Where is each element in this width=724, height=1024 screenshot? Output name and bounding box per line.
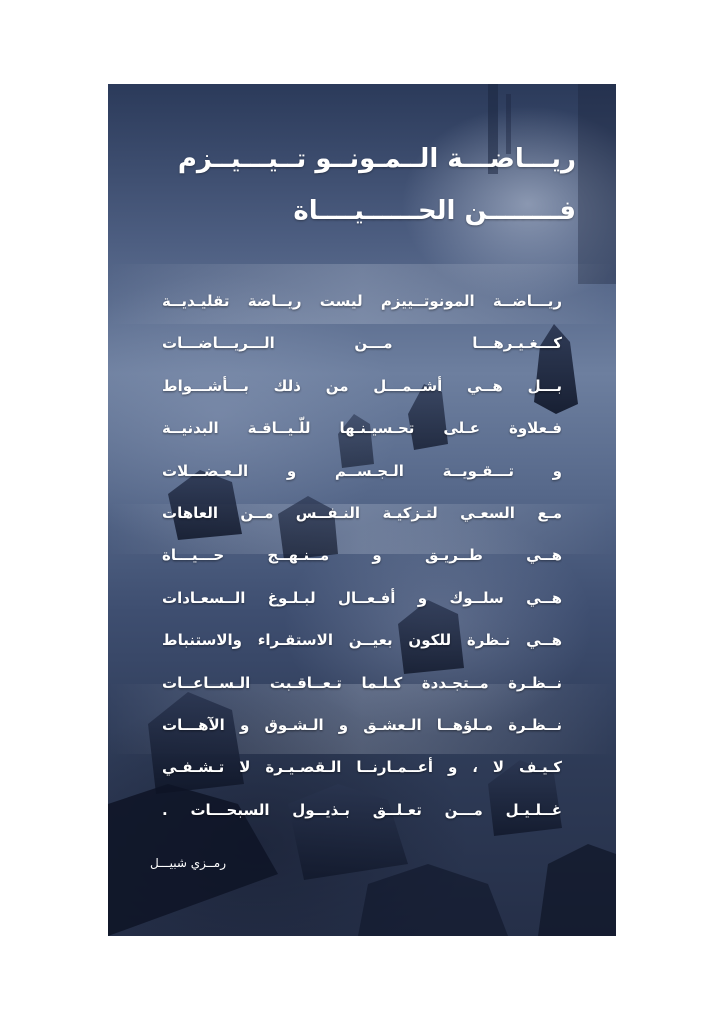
verse-line: ريـــاضــة المونوتــييزم ليست ريــاضة تقليـديــة [162, 292, 562, 310]
title-line-2: فــــــــن الحــــــيــــاة [293, 196, 576, 226]
verse-line: نــظـرة مــتجـددة كـلـما تـعــاقـبت الـســاعــات [162, 673, 562, 692]
verse-line: فـعلاوة عـلى تحـسيـنـها للّـيــاقـة البدنيــة [162, 419, 562, 438]
poem-verses [162, 280, 562, 831]
verse-line: غــلـيـل مـــن تعـلــق بـذيــول السبحـــات . [162, 800, 562, 819]
verse-line: بـــل هــي أشــمـــل من ذلك بـــأشـــواط [162, 376, 562, 395]
verse-line: هــي طــريـق و مــنـهــج حـــيـــاة [162, 546, 562, 565]
poem-poster [108, 84, 616, 936]
verse-line: كـيـف لا ، و أعــمـارنــا الـقصـيـرة لا تـشـفـي [162, 758, 562, 777]
author-signature: رمــزي شبيـــل [150, 856, 227, 870]
title-line-1: ريـــاضـــة الــمـونــو تــيـــيــزم [177, 144, 576, 174]
verse-line: نــظـرة مـلؤهــا الـعشـق و الـشـوق و الآهـــات [162, 715, 562, 734]
verse-line: و تـــقـويــة الـجـســم و الـعـضـــلات [162, 461, 562, 480]
verse-line: هــي نـظرة للكون بعيــن الاستقـراء والاستنباط [162, 631, 562, 650]
verse-line: هــي سلــوك و أفـعــال لبـلـوغ الــسعـادات [162, 588, 562, 607]
verse-line: مـع السعـي لتـزكيـة النـفــس مــن العاهات [162, 503, 562, 522]
verse-line: كـــغـيـرهـــا مـــن الـــريـــاضـــات [162, 334, 562, 353]
